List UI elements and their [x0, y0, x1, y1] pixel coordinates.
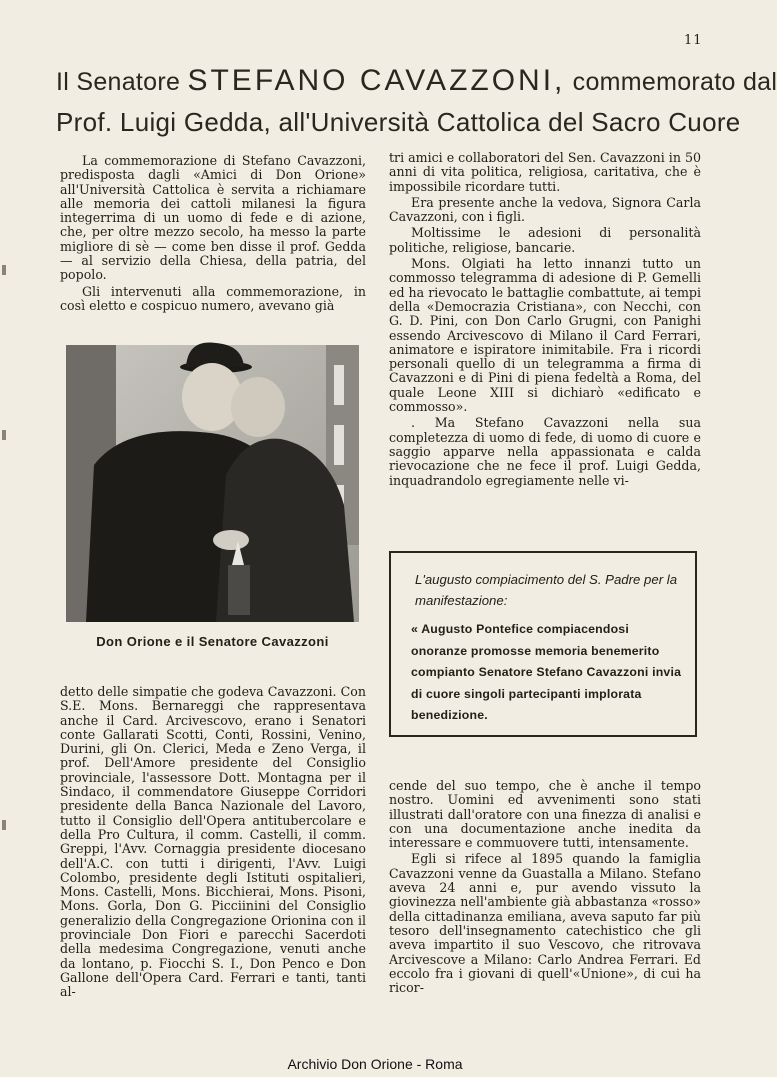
title-pre: Il Senatore: [56, 68, 181, 96]
right-column-top: [389, 151, 701, 488]
left-column-top: [60, 154, 366, 313]
margin-mark: [2, 430, 6, 440]
paragraph: Era presente anche la vedova, Signora Carla Cavazzoni, con i figli.: [389, 194, 701, 225]
paragraph: detto delle simpatie che godeva Cavazzoni. Con S.E. Mons. Bernareggi che rappresentava anche il Card. Arcivescovo, erano i Senatori conte Gallarati Scotti, Conti, Rossini, Venino, Durini, gli On. Clerici, Meda e Zeno Verga, il prof. Dell'Amore presidente del Consiglio provinciale, l'assessore Dott. Montagna per il Sindaco, il commendatore Giuseppe Corridori presidente della Banca Nazionale del Lavoro, tutto il Consiglio dell'Opera antitubercolare e della Pro Cultura, il comm. Castelli, il comm. Greppi, l'Avv. Cornaggia presidente diocesano dell'A.C. con tutti i dirigenti, l'Avv. Luigi Colombo, presidente degli Istituti ospitalieri, Mons. Castelli, Mons. Bicchierai, Mons. Pisoni, Mons. Gorla, Don G. Picciinini del Consiglio generalizio della Congregazione Orionina con il provinciale Don Fiori e parecchi Sacerdoti della medesima Congregazione, venuti anche da lontano, p. Fiocchi S. I., Don Penco e Don Gallone dell'Opera Card. Ferrari e tanti, tanti al-: [60, 684, 366, 1000]
left-column-bottom: [60, 685, 366, 1000]
photo-image: [66, 345, 359, 622]
paragraph: . Ma Stefano Cavazzoni nella sua completezza di uomo di fede, di uomo di cuore e saggio apparve nella appassionata e calda rievocazione che ne fece il prof. Luigi Gedda, inquadrandolo egregiamente nelle vi-: [389, 415, 701, 488]
article-title: [56, 63, 777, 144]
box-telegram-text: « Augusto Pontefice compiacendosi onoranze promosse memoria benemerito compianto Senatore Stefano Cavazzoni invia di cuore singoli partecipanti implorata benedizione.: [411, 622, 682, 722]
paragraph: Gli intervenuti alla commemorazione, in così eletto e cospicuo numero, avevano già: [60, 283, 366, 313]
paragraph: Egli si rifece al 1895 quando la famiglia Cavazzoni venne da Guastalla a Milano. Stefano aveva 24 anni e, pur avendo vissuto la giovinezza nell'ambiente già abbastanza «rosso» della cittadinanza emiliana, aveva saputo far più tesoro dell'insegnamento catechistico che gli aveva impartito il suo Vescovo, che ritrovava Arcivescove a Milano: Carlo Andrea Ferrari. Ed eccolo fra i giovani di quell'«Unione», di cui ha ricor-: [389, 851, 701, 996]
paragraph: La commemorazione di Stefano Cavazzoni, predisposta dagli «Amici di Don Orione» all'Università Cattolica è servita a richiamare alle memoria dei cattoli milanesi la figura integerrima di un uomo di fede e di azione, che, per oltre mezzo secolo, ha messo la parte migliore di sè — come ben disse il prof. Gedda — al servizio della Chiesa, della patria, del popolo.: [60, 153, 366, 283]
margin-mark: [2, 265, 6, 275]
photo: [66, 345, 359, 622]
title-line-1: [56, 63, 777, 100]
box-intro: L'augusto compiacimento del S. Padre per la manifestazione:: [415, 572, 678, 608]
archive-footer: Archivio Don Orione - Roma: [287, 1056, 463, 1072]
paragraph: cende del suo tempo, che è anche il tempo nostro. Uomini ed avvenimenti sono stati illustrati dall'oratore con una finezza di analisi e con una documentazione anche inedita da interessare e commuovere tutti, intensamente.: [389, 778, 701, 851]
title-name: STEFANO CAVAZZONI,: [187, 64, 566, 97]
right-column-bottom: [389, 779, 701, 995]
photo-caption: Don Orione e il Senatore Cavazzoni: [96, 634, 329, 649]
margin-mark: [2, 820, 6, 830]
paragraph: Moltissime le adesioni di personalità politiche, religiose, bancarie.: [389, 225, 701, 255]
page-number: 11: [684, 33, 703, 48]
title-line-2: Prof. Luigi Gedda, all'Università Cattolica del Sacro Cuore: [56, 107, 741, 137]
title-post: commemorato dal: [572, 68, 777, 96]
paragraph: Mons. Olgiati ha letto innanzi tutto un commosso telegramma di adesione di P. Gemelli ed ha rievocato le battaglie combattute, ai tempi della «Democrazia Cristiana», con Necchi, con G. D. Pini, con Don Carlo Grugni, con Panighi essendo Arcivescovo di Milano il Card Ferrari, animatore e ispiratore inimitabile. Fra i ricordi personali quello di un telegramma a firma di Cavazzoni e di Pini di piena fedeltà a Roma, del quale Leone XIII si dichiarò «edificato e commosso».: [389, 256, 701, 415]
papal-telegram-box: [389, 551, 697, 737]
paragraph: tri amici e collaboratori del Sen. Cavazzoni in 50 anni di vita politica, religiosa, caritativa, che è impossibile ricordare tutti.: [389, 150, 701, 194]
